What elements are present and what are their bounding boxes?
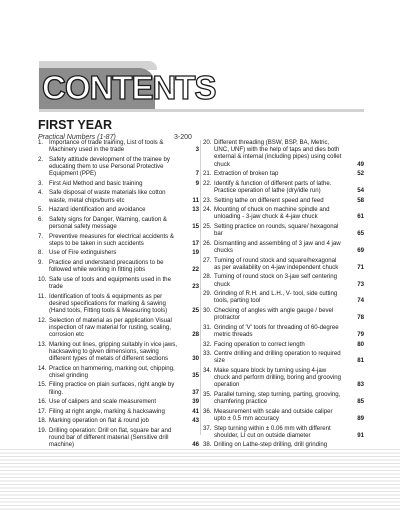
- contents-banner: [0, 60, 400, 112]
- toc-entry-page: 28: [192, 330, 199, 338]
- toc-entry-title: Importance of trade training, List of tools & Machinery used in the trade: [49, 139, 164, 154]
- toc-entry[interactable]: [203, 170, 364, 177]
- toc-entry-title: Practice and understand precautions to be followed while working in fitting jobs: [49, 258, 164, 274]
- toc-entry[interactable]: [203, 139, 364, 168]
- toc-entry-page: 81: [357, 357, 364, 365]
- toc-entry-title: Drilling on Lathe-step drilling, drill grinding: [214, 441, 328, 449]
- toc-entry[interactable]: [38, 259, 199, 273]
- toc-entry-title: Centre drilling and drilling operation to required size: [214, 350, 341, 365]
- toc-entry-page: 41: [192, 407, 199, 415]
- toc-entry-number: 27.: [203, 256, 212, 264]
- toc-entry-title: Mounting of chuck on machine spindle and unloading - 3-jaw chuck & 4-jaw chuck: [214, 206, 330, 221]
- toc-entry-page: 91: [357, 431, 364, 439]
- toc-entry[interactable]: [203, 367, 364, 389]
- toc-entry-title: Drilling operation: Drill on flat, square bar and round bar of different material (Sensitive drill machine): [49, 426, 172, 449]
- toc-entry[interactable]: [38, 381, 199, 395]
- toc-entry-title: Safe use of tools and equipments used in the trade: [49, 275, 171, 290]
- toc-entry-title: Marking out lines, gripping suitably in vice jaws, hacksawing to given dimensions, sawing different types of metals of different sections: [49, 340, 178, 362]
- toc-entry[interactable]: [38, 341, 199, 363]
- toc-entry-page: 89: [357, 414, 364, 422]
- toc-entry-number: 7.: [38, 232, 44, 240]
- toc-entry[interactable]: [203, 307, 364, 321]
- toc-entry-title: Turning of round stock on 3-jaw self centering chuck: [214, 273, 338, 288]
- toc-entry-number: 11.: [38, 292, 47, 300]
- toc-entry-title: Step turning within ± 0.06 mm with different shoulder, LI cut on outside diameter: [214, 424, 331, 439]
- toc-entry-page: 85: [357, 398, 364, 406]
- toc-entry-title: Filing practice on plain surfaces, right angle by filing.: [49, 381, 175, 396]
- toc-entry-title: Dismantling and assembling of 3 jaw and 4 jaw chucks: [214, 239, 341, 254]
- toc-entry[interactable]: [203, 408, 364, 422]
- toc-entry-page: 58: [357, 196, 364, 204]
- toc-entry-number: 26.: [203, 239, 212, 247]
- toc-entry-number: 14.: [38, 364, 47, 372]
- toc-entry-page: 30: [192, 354, 199, 362]
- toc-entry-title: Safety attitude development of the trainee by educating them to use Personal Protective Equipment (PPE): [49, 155, 170, 178]
- toc-entry[interactable]: [203, 273, 364, 287]
- toc-entry-page: 22: [192, 266, 199, 274]
- toc-entry-page: 74: [357, 297, 364, 305]
- toc-entry[interactable]: [38, 317, 199, 339]
- toc-entry[interactable]: [203, 324, 364, 338]
- toc-entry-title: Checking of angles with angle gauge / bevel protractor: [214, 306, 334, 322]
- toc-entry-page: 69: [357, 246, 364, 254]
- toc-entry-title: First Aid Method and basic training: [49, 179, 143, 187]
- toc-entry-number: 22.: [203, 179, 212, 187]
- toc-entry-number: 9.: [38, 258, 44, 266]
- toc-entry-number: 35.: [203, 390, 212, 398]
- toc-entry[interactable]: [38, 427, 199, 449]
- toc-entry-number: 21.: [203, 170, 212, 178]
- toc-entry-page: 3: [195, 146, 199, 154]
- toc-entry[interactable]: [38, 206, 199, 213]
- toc-entry-title: Hazard identification and avoidance: [49, 206, 146, 214]
- toc-entry-page: 78: [357, 314, 364, 322]
- toc-entry-number: 29.: [203, 290, 212, 298]
- section-title: FIRST YEAR: [38, 118, 113, 132]
- toc-entry-number: 34.: [203, 366, 212, 374]
- page-title: CONTENTS: [42, 69, 216, 106]
- toc-entry-number: 23.: [203, 196, 212, 204]
- toc-entry-page: 65: [357, 230, 364, 238]
- toc-entry[interactable]: [203, 257, 364, 271]
- toc-entry-title: Use of calipers and scale measurement: [49, 398, 157, 406]
- toc-entry-title: Use of Fire extinguishers: [49, 249, 117, 257]
- toc-entry-title: Safety signs for Danger, Warning, caution & personal safety message: [49, 215, 167, 230]
- toc-entry-number: 12.: [38, 316, 47, 324]
- toc-entry[interactable]: [203, 425, 364, 439]
- toc-entry[interactable]: [38, 417, 199, 424]
- toc-entry-title: Turning of round stock and square/hexagonal as per availability on 4-jaw independent chuck: [214, 256, 339, 271]
- practical-page-range: 3-200: [174, 134, 192, 141]
- toc-entry-number: 32.: [203, 340, 212, 348]
- toc-entry-page: 52: [357, 170, 364, 178]
- toc-entry-page: 15: [192, 222, 199, 230]
- toc-entry-number: 31.: [203, 323, 212, 331]
- toc-entry-number: 4.: [38, 189, 44, 197]
- toc-entry-title: Setting lathe on different speed and feed: [214, 196, 324, 204]
- toc-entry-page: 39: [192, 398, 199, 406]
- toc-entry[interactable]: [38, 180, 199, 187]
- toc-entry[interactable]: [38, 233, 199, 247]
- toc-entry-number: 37.: [203, 424, 212, 432]
- toc-entry-number: 17.: [38, 407, 47, 415]
- toc-entry[interactable]: [203, 180, 364, 194]
- toc-entry-title: Grinding of 'V' tools for threading of 60-degree metric threads: [214, 323, 339, 338]
- toc-entry-number: 10.: [38, 275, 47, 283]
- toc-entry-page: 11: [192, 196, 199, 204]
- toc-entry-page: 9: [195, 179, 199, 187]
- toc-entry-number: 18.: [38, 417, 47, 425]
- toc-entry-number: 36.: [203, 407, 212, 415]
- toc-entry[interactable]: [203, 223, 364, 237]
- toc-entry-number: 28.: [203, 273, 212, 281]
- toc-entry-number: 1.: [38, 139, 44, 146]
- practical-numbers-label: Practical Numbers (1-87): [38, 134, 116, 141]
- column-divider: [200, 140, 201, 435]
- toc-entry-page: 79: [357, 330, 364, 338]
- toc-entry[interactable]: [203, 290, 364, 304]
- toc-entry-page: 83: [357, 381, 364, 389]
- toc-entry-title: Identify & function of different parts of lathe. Practice operation of lathe (dry/idle run): [214, 179, 332, 194]
- contents-column-right: [203, 139, 364, 458]
- toc-entry-title: Practice on hammering, marking out, chipping, chisel grinding: [49, 364, 175, 379]
- toc-entry[interactable]: [38, 365, 199, 379]
- toc-entry[interactable]: [203, 197, 364, 204]
- toc-entry[interactable]: [38, 276, 199, 290]
- toc-entry-page: 23: [192, 282, 199, 290]
- toc-entry[interactable]: [203, 240, 364, 254]
- toc-entry-title: Make square block by turning using 4-jaw chuck and perform drilling, boring and grooving operation: [214, 366, 342, 389]
- toc-entry[interactable]: [38, 139, 199, 153]
- toc-entry-title: Identification of tools & equipments as per desired specifications for marking & sawing (Hand tools, Fitting tools & Measuring tools): [49, 292, 168, 314]
- toc-entry-title: Grinding of R.H. and L.H., V- tool, side cutting tools, parting tool: [214, 290, 338, 305]
- toc-entry-page: 19: [192, 249, 199, 257]
- toc-entry-page: 80: [357, 340, 364, 348]
- toc-entry-number: 15.: [38, 381, 47, 389]
- toc-entry-title: Parallel turning, step turning, parting, grooving, chamfering practice: [214, 390, 341, 406]
- toc-entry[interactable]: [38, 156, 199, 178]
- toc-entry-number: 6.: [38, 215, 44, 223]
- toc-entry-title: Setting practice on rounds, square/ hexagonal bar: [214, 222, 339, 238]
- footer-stripes-decoration: [0, 449, 400, 511]
- toc-entry-page: 37: [192, 388, 199, 396]
- toc-entry-title: Extraction of broken tap: [214, 170, 279, 178]
- toc-entry-title: Measurement with scale and outside caliper upto ± 0.5 mm accuracy: [214, 407, 333, 422]
- toc-entry-page: 35: [192, 371, 199, 379]
- toc-entry-number: 2.: [38, 155, 44, 163]
- toc-entry[interactable]: [38, 216, 199, 230]
- toc-entry-page: 46: [192, 441, 199, 449]
- toc-entry-page: 61: [357, 213, 364, 221]
- toc-entry-page: 17: [192, 239, 199, 247]
- toc-entry-title: Facing operation to correct length: [214, 340, 305, 348]
- toc-entry-number: 16.: [38, 398, 47, 406]
- toc-entry[interactable]: [203, 341, 364, 348]
- toc-entry[interactable]: [38, 249, 199, 256]
- toc-entry-number: 24.: [203, 206, 212, 214]
- toc-entry[interactable]: [203, 350, 364, 364]
- toc-entry-number: 13.: [38, 340, 47, 348]
- toc-entry-number: 20.: [203, 139, 212, 146]
- toc-entry-page: 13: [192, 206, 199, 214]
- toc-entry-page: 49: [357, 160, 364, 168]
- toc-entry-title: Safe disposal of waste materials like cotton waste, metal chips/burrs etc: [49, 189, 166, 204]
- toc-entry-number: 25.: [203, 222, 212, 230]
- toc-entry-title: Preventive measures for electrical accidents & steps to be taken in such accidents: [49, 232, 174, 247]
- toc-entry-number: 5.: [38, 206, 44, 214]
- toc-entry-title: Marking operation on flat & round job: [49, 417, 149, 425]
- toc-entry-title: Different threading (BSW, BSP, BA, Metric, UNC, UNF) with the help of taps and dies both external & internal (including pipes) using collet chuck: [214, 139, 342, 168]
- toc-entry-number: 30.: [203, 306, 212, 314]
- toc-entry-title: Selection of material as per application Visual inspection of raw material for rusting, scaling, corrosion etc: [49, 316, 172, 338]
- toc-entry-page: 73: [357, 280, 364, 288]
- contents-column-left: [38, 139, 199, 451]
- toc-entry-title: Filing at right angle, marking & hacksawing: [49, 407, 165, 415]
- toc-entry[interactable]: [38, 189, 199, 203]
- toc-entry-number: 33.: [203, 350, 212, 358]
- toc-entry-page: 43: [192, 417, 199, 425]
- toc-entry[interactable]: [203, 391, 364, 405]
- toc-entry[interactable]: [38, 408, 199, 415]
- toc-entry[interactable]: [38, 293, 199, 315]
- toc-entry-number: 19.: [38, 426, 47, 434]
- toc-entry-page: 7: [195, 170, 199, 178]
- toc-entry[interactable]: [203, 206, 364, 220]
- toc-entry-page: 71: [357, 263, 364, 271]
- toc-entry-page: 25: [192, 306, 199, 314]
- toc-entry[interactable]: [38, 398, 199, 405]
- toc-entry-number: 3.: [38, 179, 44, 187]
- toc-entry-page: 54: [357, 187, 364, 194]
- toc-entry-number: 8.: [38, 249, 44, 257]
- banner-underline: [39, 109, 364, 112]
- toc-entry-number: 38.: [203, 441, 212, 449]
